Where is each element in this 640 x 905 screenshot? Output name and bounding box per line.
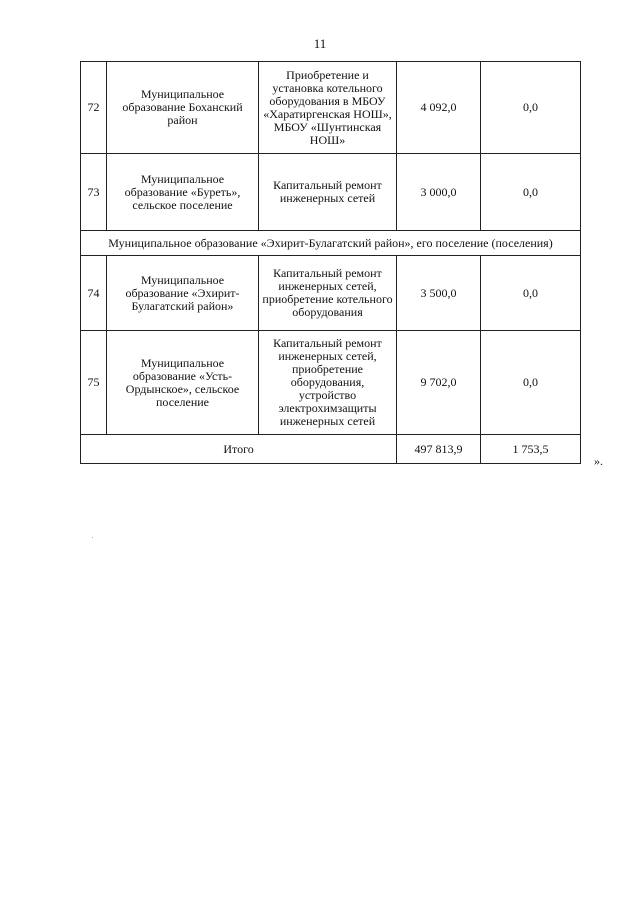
amount-cell: 9 702,0 <box>397 331 481 435</box>
total-amount-cell: 1 753,5 <box>481 435 581 464</box>
amount-cell: 0,0 <box>481 331 581 435</box>
table-row <box>81 62 581 154</box>
row-number: 72 <box>81 62 107 154</box>
amount-cell: 3 500,0 <box>397 256 481 331</box>
amount-cell: 3 000,0 <box>397 154 481 231</box>
total-label: Итого <box>81 435 397 464</box>
section-header: Муниципальное образование «Эхирит-Булагатский район», его поселение (поселения) <box>81 231 581 256</box>
scan-speck <box>92 537 93 538</box>
appropriations-table <box>80 61 581 464</box>
total-amount-cell: 497 813,9 <box>397 435 481 464</box>
municipality-cell: Муниципальное образование «Буреть», сельское поселение <box>107 154 259 231</box>
row-number: 74 <box>81 256 107 331</box>
work-description-cell: Приобретение и установка котельного оборудования в МБОУ «Харатиргенская НОШ», МБОУ «Шунтинская НОШ» <box>259 62 397 154</box>
amount-cell: 0,0 <box>481 62 581 154</box>
work-description-cell: Капитальный ремонт инженерных сетей, приобретение оборудования, устройство электрохимзащиты инженерных сетей <box>259 331 397 435</box>
section-header-row <box>81 231 581 256</box>
total-row <box>81 435 581 464</box>
closing-quote: ». <box>594 454 603 468</box>
work-description-cell: Капитальный ремонт инженерных сетей <box>259 154 397 231</box>
work-description-cell: Капитальный ремонт инженерных сетей, приобретение котельного оборудования <box>259 256 397 331</box>
amount-cell: 0,0 <box>481 256 581 331</box>
table-row <box>81 331 581 435</box>
table-row <box>81 154 581 231</box>
table-row <box>81 256 581 331</box>
municipality-cell: Муниципальное образование «Эхирит-Булагатский район» <box>107 256 259 331</box>
municipality-cell: Муниципальное образование «Усть-Ордынское», сельское поселение <box>107 331 259 435</box>
row-number: 75 <box>81 331 107 435</box>
page-number: 11 <box>313 36 327 51</box>
row-number: 73 <box>81 154 107 231</box>
amount-cell: 0,0 <box>481 154 581 231</box>
municipality-cell: Муниципальное образование Боханский район <box>107 62 259 154</box>
amount-cell: 4 092,0 <box>397 62 481 154</box>
